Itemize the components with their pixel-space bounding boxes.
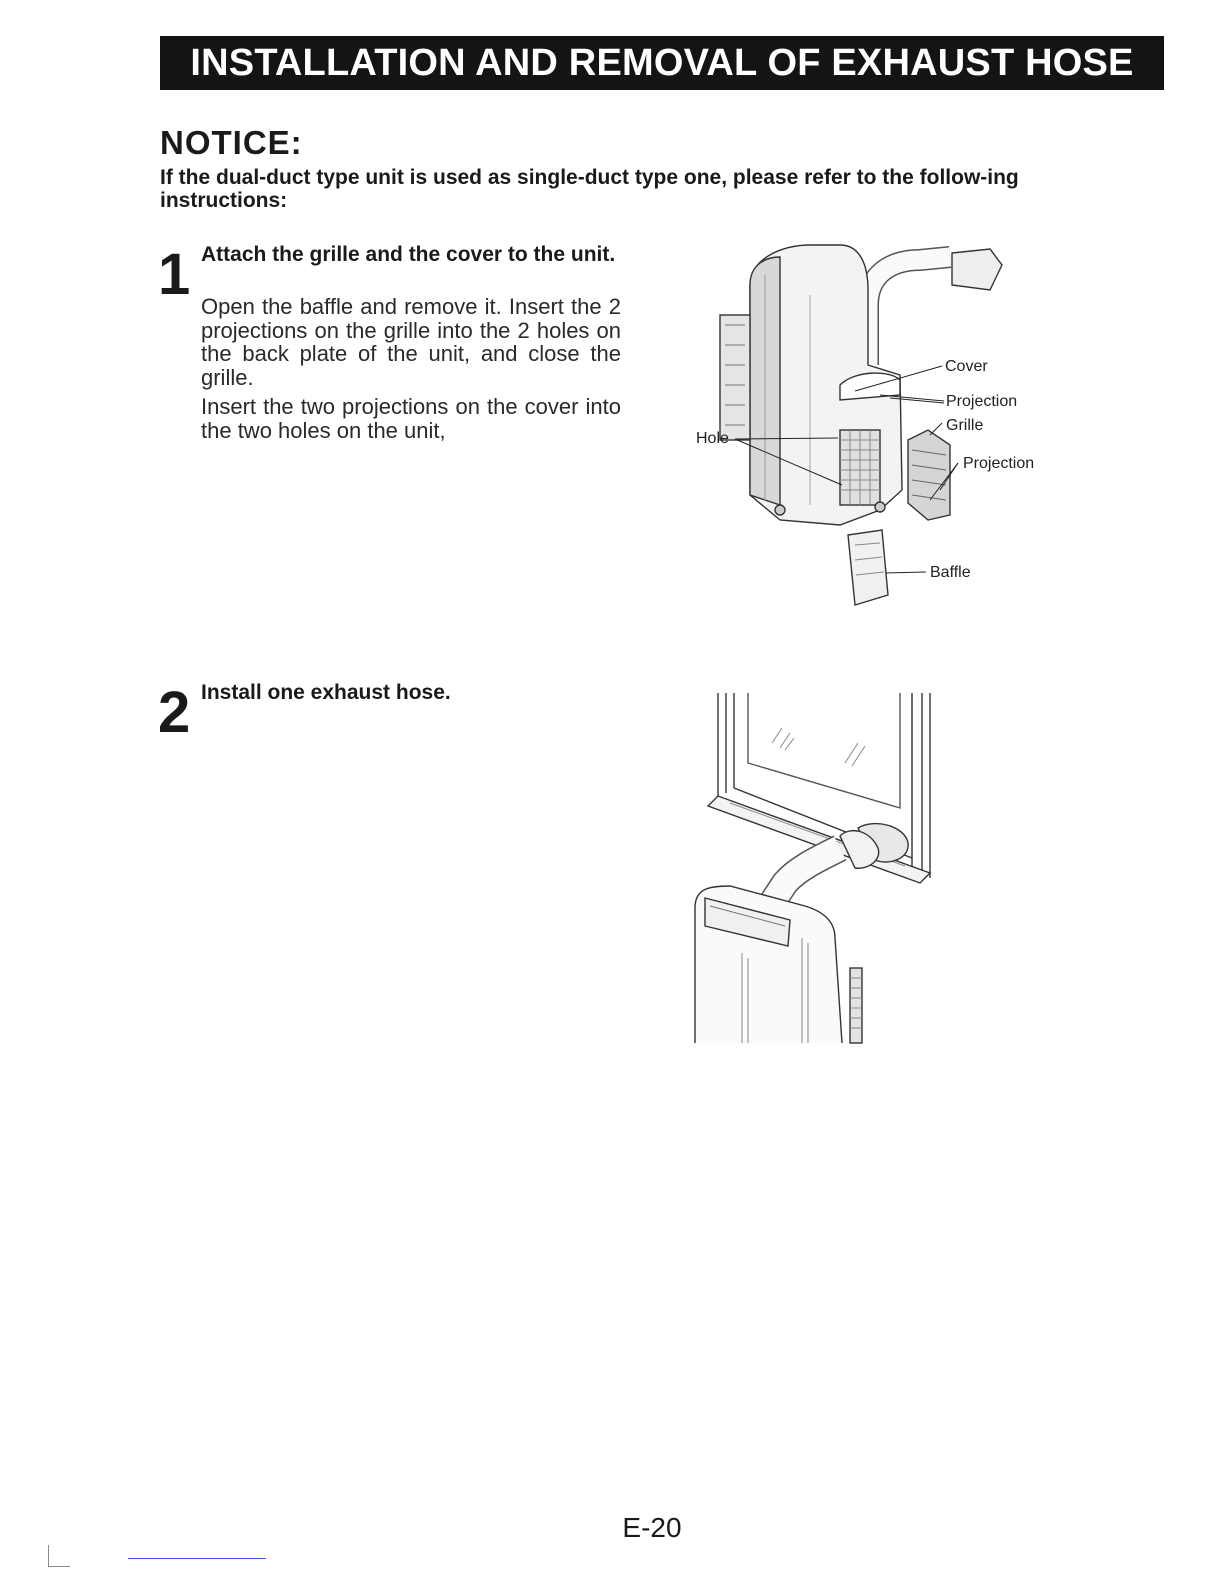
step-2-number: 2 <box>158 680 191 745</box>
page-number: E-20 <box>622 1512 682 1543</box>
step-1-body <box>201 295 621 448</box>
crop-mark <box>48 1566 70 1567</box>
callout-baffle: Baffle <box>930 564 971 581</box>
window-exhaust-hose-illustration <box>690 688 950 1048</box>
step-1-paragraph: Open the baffle and remove it. Insert the 2 projections on the grille into the 2 holes on the back plate of the unit, and close the grille. <box>201 294 621 390</box>
callout-hole: Hole <box>696 430 729 447</box>
step-1-number: 1 <box>158 242 191 307</box>
notice-heading: NOTICE: <box>160 124 303 161</box>
step-2-title: Install one exhaust hose. <box>201 681 451 704</box>
unit-exploded-illustration <box>690 235 1060 620</box>
callout-cover: Cover <box>945 358 988 375</box>
callout-projection: Projection <box>946 393 1018 410</box>
footer-rule <box>128 1558 266 1559</box>
page-title: INSTALLATION AND REMOVAL OF EXHAUST HOSE <box>160 36 1164 90</box>
callout-grille: Grille <box>946 417 984 434</box>
notice-text: If the dual-duct type unit is used as single-duct type one, please refer to the follow-ing instructions: <box>160 166 1019 212</box>
step-1-paragraph: Insert the two projections on the cover into the two holes on the unit, <box>201 394 621 443</box>
callout-projection: Projection <box>963 455 1035 472</box>
crop-mark <box>48 1545 49 1567</box>
step-1-title: Attach the grille and the cover to the unit. <box>201 243 616 266</box>
